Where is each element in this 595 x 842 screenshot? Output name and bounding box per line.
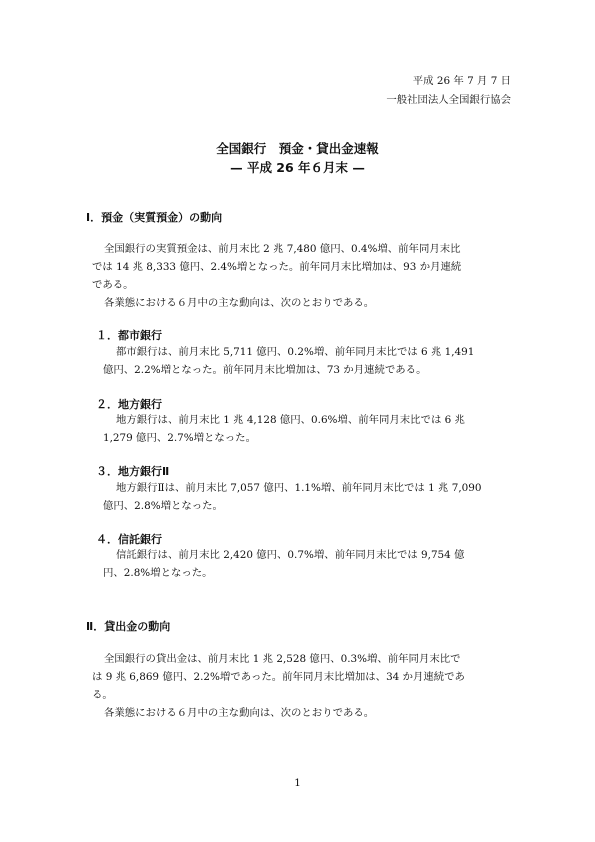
subsection-regional-banks-line: 1,279 億円、2.7%増となった。 (103, 432, 256, 444)
document-subtitle: — 平成 26 年６月末 — (230, 160, 365, 175)
subsection-city-banks-line: 都市銀行は、前月末比 5,711 億円、0.2%増、前年同月末比では 6 兆 1,491 (116, 346, 475, 358)
page-number: 1 (294, 777, 301, 789)
section-1-paragraph-line: では 14 兆 8,333 億円、2.4%増となった。前年同月末比増加は、93 か月連続 (92, 261, 462, 273)
subsection-regional-banks-ii-line: 億円、2.8%増となった。 (103, 500, 223, 512)
subsection-trust-banks-line: 信託銀行は、前月末比 2,420 億円、0.7%増、前年同月末比では 9,754 億 (116, 549, 465, 561)
section-2-paragraph-line: る。 (92, 689, 113, 701)
subsection-regional-banks-heading: ２．地方銀行 (96, 398, 162, 411)
subsection-city-banks-line: 億円、2.2%増となった。前年同月末比増加は、73 か月連続である。 (103, 364, 427, 376)
subsection-city-banks-heading: １．都市銀行 (96, 329, 162, 342)
section-2-paragraph-line: 全国銀行の貸出金は、前月末比 1 兆 2,528 億円、0.3%増、前年同月末比で (104, 653, 461, 665)
subsection-regional-banks-ii-heading: ３．地方銀行Ⅱ (96, 465, 170, 478)
document-date: 平成 26 年 7 月 7 日 (412, 75, 511, 87)
subsection-regional-banks-line: 地方銀行は、前月末比 1 兆 4,128 億円、0.6%増、前年同月末比では 6 兆 (116, 414, 465, 426)
issuing-organization: 一般社団法人全国銀行協会 (386, 94, 511, 106)
subsection-regional-banks-ii-line: 地方銀行Ⅱは、前月末比 7,057 億円、1.1%増、前年同月末比では 1 兆 7,090 (116, 482, 482, 494)
section-1-heading: Ⅰ．預金（実質預金）の動向 (86, 211, 223, 224)
section-2-paragraph-line: は 9 兆 6,869 億円、2.2%増であった。前年同月末比増加は、34 か月連続であ (92, 671, 465, 683)
document-title: 全国銀行 預金・貸出金速報 (216, 141, 379, 156)
section-2-intro-line: 各業態における６月中の主な動向は、次のとおりである。 (104, 707, 375, 719)
section-1-paragraph-line: 全国銀行の実質預金は、前月末比 2 兆 7,480 億円、0.4%増、前年同月末比 (104, 243, 461, 255)
section-1-intro-line: 各業態における６月中の主な動向は、次のとおりである。 (104, 297, 375, 309)
section-2-heading: Ⅱ．貸出金の動向 (86, 620, 171, 633)
subsection-trust-banks-line: 円、2.8%増となった。 (103, 567, 213, 579)
subsection-trust-banks-heading: ４．信託銀行 (96, 533, 162, 546)
section-1-paragraph-line: である。 (92, 279, 134, 291)
